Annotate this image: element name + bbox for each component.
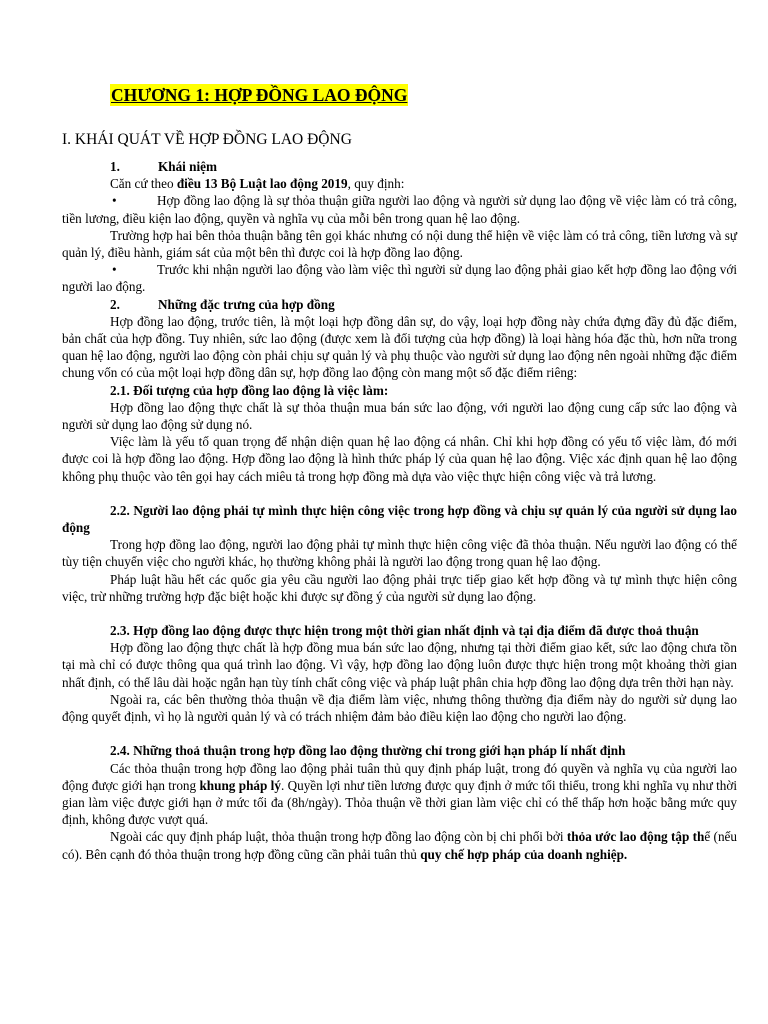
paragraph-case: Trường hợp hai bên thỏa thuận bằng tên gọi khác nhưng có nội dung thể hiện về việc làm có trả công, tiền lương và sự quản lý, điều hành, giám sát của một bên thì được coi là hợp đồng lao động.: [62, 227, 737, 261]
p24a-text-end: . Quyền lợi như tiền lương được quy định ở mức tối thiểu, trong khi nghĩa vụ như thời gian làm việc được giới hạn ở mức tối đa (8h/ngày). Thỏa thuận về thời gian làm việc chỉ có thể thấp hơn hoặc bằng mức quy định, không được vượt quá.: [62, 777, 738, 828]
bullet-item-1-text: Hợp đồng lao động là sự thỏa thuận giữa người lao động và người sử dụng lao động về việc làm có trả công, tiền lương, điều kiện lao động, quyền và nghĩa vụ của mỗi bên trong quan hệ lao động.: [62, 193, 737, 226]
basis-text-end: , quy định:: [347, 176, 405, 192]
p24b-text-mid: ể (nếu có). Bên cạnh đó thỏa thuận trong hợp đồng cũng cần phải tuân thủ: [62, 829, 737, 862]
heading-2-2: 2.2. Người lao động phải tự mình thực hiện công việc trong hợp đồng và chịu sự quản lý của người sử dụng lao động: [62, 502, 737, 536]
document-body: [62, 158, 737, 863]
spacer: [62, 485, 737, 502]
paragraph-2-1-b: Việc làm là yếu tố quan trọng để nhận diện quan hệ lao động cá nhân. Chỉ khi hợp đồng có yếu tố việc làm, đó mới được coi là hợp đồng lao động. Hợp đồng lao động là hình thức pháp lý của quan hệ lao động. Việc xác định quan hệ lao động không phụ thuộc vào tên gọi hay cách miêu tả trong hợp đồng mà dựa vào việc thực hiện công việc và trả lương.: [62, 434, 737, 484]
heading-1-text: Khái niệm: [158, 159, 217, 174]
heading-2: [62, 296, 737, 313]
p24a-text: Các thỏa thuận trong hợp đồng lao động phải tuân thủ quy định pháp luật, trong đó quyền và nghĩa vụ của người lao động được giới hạn trong: [62, 760, 737, 793]
p24a-emphasis: khung pháp lý: [199, 777, 281, 793]
heading-2-1: 2.1. Đối tượng của hợp đồng lao động là việc làm:: [110, 382, 389, 398]
spacer: [62, 605, 737, 622]
chapter-title: CHƯƠNG 1: HỢP ĐỒNG LAO ĐỘNG: [111, 85, 408, 105]
paragraph-2-4-b: [62, 828, 737, 862]
basis-law-reference: điều 13 Bộ Luật lao động 2019: [176, 176, 348, 192]
paragraph-2-2-b: Pháp luật hầu hết các quốc gia yêu cầu người lao động phải trực tiếp giao kết hợp đồng và tự mình thực hiện công việc, trừ những trường hợp đặc biệt hoặc khi được sự đồng ý của người sử dụng lao động.: [62, 571, 737, 604]
bullet-item-2: [62, 261, 737, 295]
bullet-icon: •: [112, 193, 117, 209]
paragraph-basis: [62, 175, 737, 192]
p24b-text: Ngoài các quy định pháp luật, thỏa thuận trong hợp đồng lao động còn bị chi phối bởi: [110, 829, 567, 845]
heading-2-4: 2.4. Những thoả thuận trong hợp đồng lao động thường chỉ trong giới hạn pháp lí nhất định: [110, 743, 626, 759]
p24b-emphasis-2: quy chế hợp pháp của doanh nghiệp.: [420, 846, 628, 862]
basis-text: Căn cứ theo: [110, 176, 177, 192]
paragraph-characteristics: Hợp đồng lao động, trước tiên, là một loại hợp đồng dân sự, do vậy, loại hợp đồng này chứa đựng đầy đủ đặc điểm, bản chất của hợp đồng. Tuy nhiên, sức lao động (được xem là đối tượng của hợp đồng) là loại hàng hóa đặc thù, hơn nữa trong quan hệ lao động, người lao động còn phải chịu sự quản lý và phụ thuộc vào người sử dụng lao động nên ngoài những đặc điểm chung vốn có của một loại hợp đồng dân sự, hợp đồng lao động còn mang một số đặc điểm riêng:: [62, 313, 737, 381]
paragraph-2-1-a: Hợp đồng lao động thực chất là sự thỏa thuận mua bán sức lao động, với người lao động cung cấp sức lao động và người sử dụng lao động sử dụng nó.: [62, 399, 737, 433]
paragraph-2-3-a: Hợp đồng lao động thực chất là hợp đồng mua bán sức lao động, nhưng tại thời điểm giao kết, sức lao động chưa tồn tại mà chỉ có được thông qua quá trình lao động. Vì vậy, hợp đồng lao động luôn được thực hiện trong một khoảng thời gian nhất định, có thể lâu dài hoặc ngắn hạn tùy tính chất công việc và pháp luật phân chia hợp đồng lao động dựa trên thời hạn này.: [62, 640, 737, 690]
paragraph-2-4-a: [62, 760, 737, 829]
heading-1: [62, 158, 737, 175]
heading-1-number: 1.: [110, 159, 120, 174]
paragraph-2-3-b: Ngoài ra, các bên thường thỏa thuận về địa điểm làm việc, nhưng thông thường địa điểm này do người sử dụng lao động quyết định, vì họ là người quản lý và có trách nhiệm đảm bảo điều kiện lao động cho người lao động.: [62, 691, 737, 725]
heading-2-3: 2.3. Hợp đồng lao động được thực hiện trong một thời gian nhất định và tại địa điểm đã được thoả thuận: [110, 623, 699, 639]
bullet-item-2-text: Trước khi nhận người lao động vào làm việc thì người sử dụng lao động phải giao kết hợp đồng lao động với người lao động.: [62, 262, 737, 295]
section-heading: I. KHÁI QUÁT VỀ HỢP ĐỒNG LAO ĐỘNG: [62, 131, 352, 148]
paragraph-2-2-a: Trong hợp đồng lao động, người lao động phải tự mình thực hiện công việc đã thỏa thuận. Nếu người lao động có thể tùy tiện chuyển việc cho người khác, họ thường không phải là người lao động trong quan hệ lao động.: [62, 537, 737, 570]
heading-2-text: Những đặc trưng của hợp đồng: [158, 296, 335, 312]
spacer: [62, 725, 737, 742]
p24b-emphasis-1: thỏa ước lao động tập th: [566, 829, 705, 845]
bullet-icon: •: [112, 262, 117, 278]
bullet-item-1: [62, 192, 737, 226]
heading-2-number: 2.: [110, 296, 120, 312]
